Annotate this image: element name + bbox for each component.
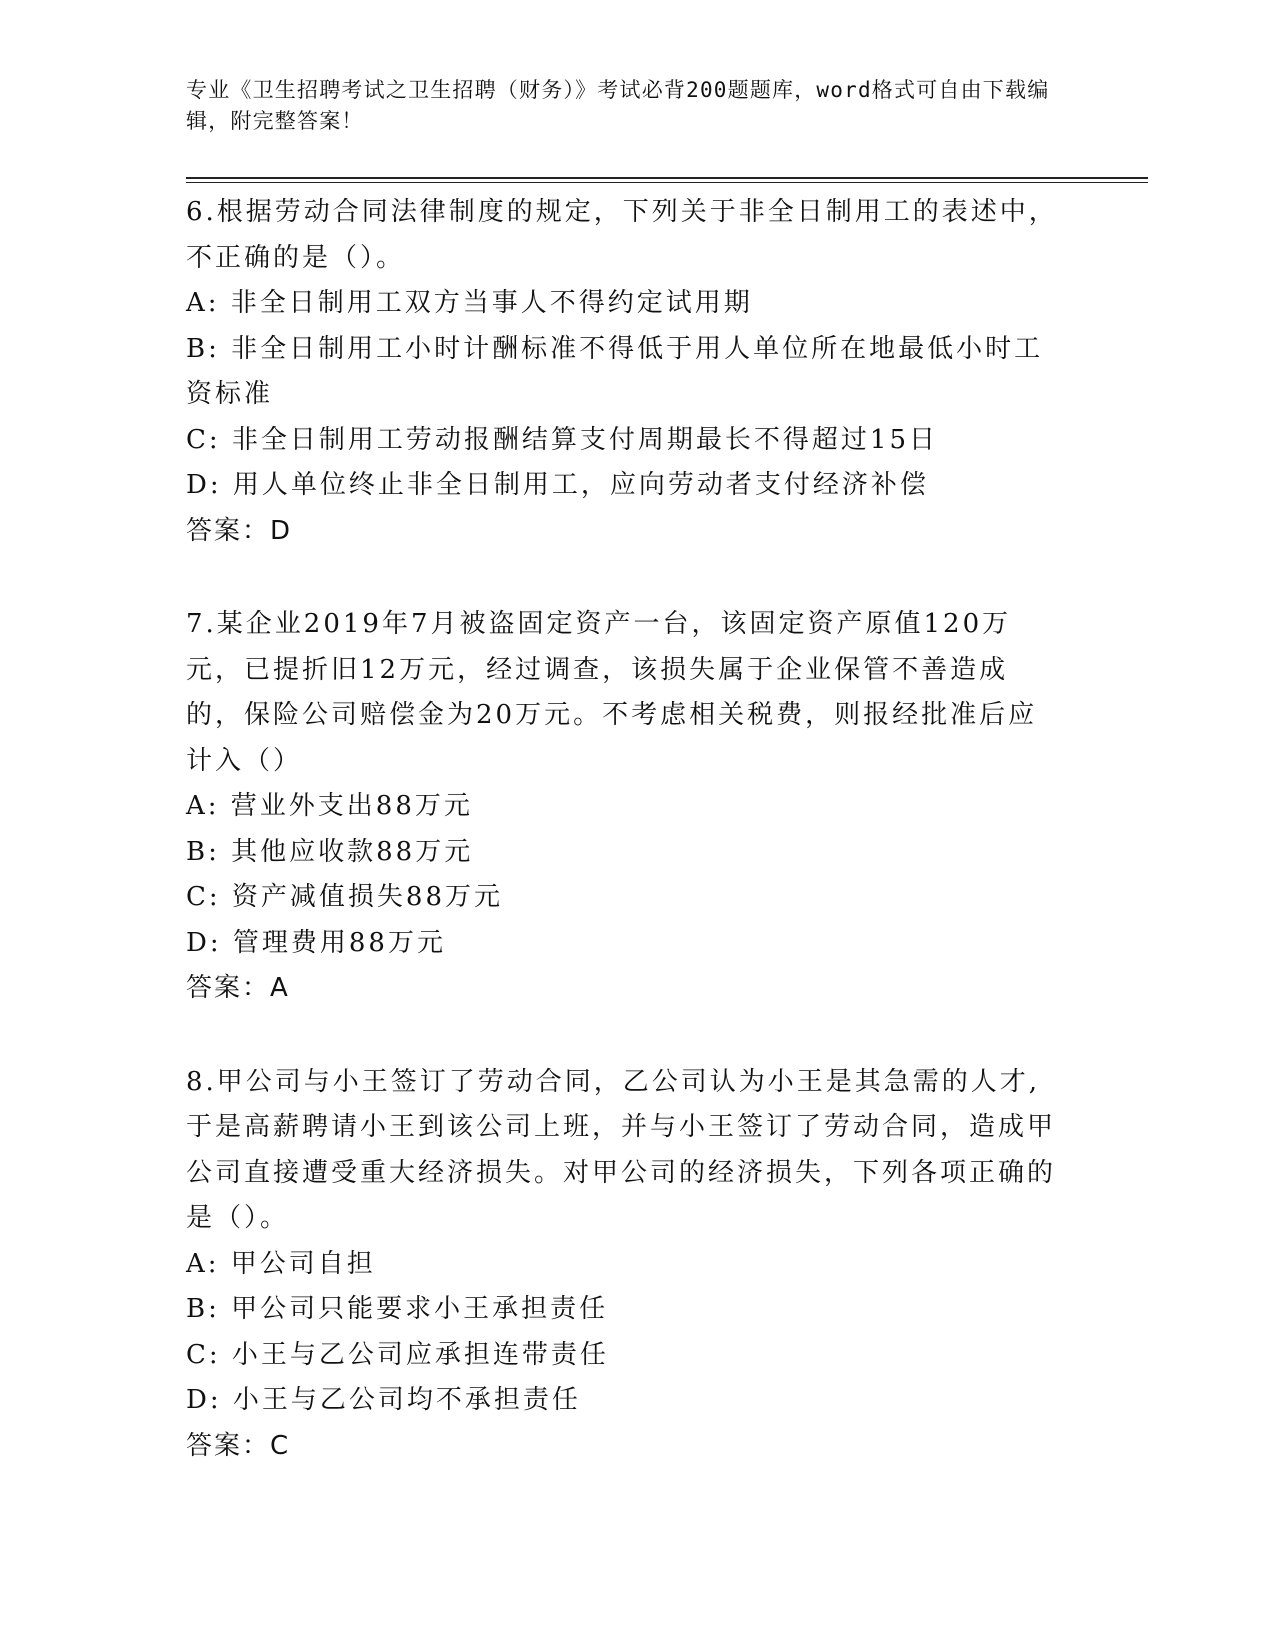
option-d: D: 用人单位终止非全日制用工，应向劳动者支付经济补偿	[186, 470, 929, 500]
question-list	[186, 190, 1066, 1469]
option-a: A: 非全日制用工双方当事人不得约定试用期	[186, 288, 753, 318]
answer-line: 答案：A	[186, 973, 290, 1003]
question-stem: 8.甲公司与小王签订了劳动合同，乙公司认为小王是其急需的人才,于是高薪聘请小王到该公司上班，并与小王签订了劳动合同，造成甲公司直接遭受重大经济损失。对甲公司的经济损失，下列各项正确的是（）。	[186, 1066, 1057, 1233]
option-a: A: 甲公司自担	[186, 1248, 376, 1279]
option-d: D: 管理费用88万元	[186, 927, 446, 958]
answer-line: 答案：D	[186, 515, 293, 546]
question-stem: 7.某企业2019年7月被盗固定资产一台，该固定资产原值120万元，已提折旧12万元，经过调查，该损失属于企业保管不善造成的，保险公司赔偿金为20万元。不考虑相关税费，则报经批准后应计入（）	[186, 609, 1038, 776]
question-8	[186, 1060, 1066, 1470]
question-7	[186, 602, 1066, 1012]
option-b: B: 其他应收款88万元	[186, 836, 474, 867]
header-divider-thick	[186, 177, 1148, 179]
option-b: B: 甲公司只能要求小王承担责任	[186, 1294, 609, 1324]
option-b: B: 非全日制用工小时计酬标准不得低于用人单位所在地最低小时工资标准	[186, 333, 1044, 409]
question-6	[186, 190, 1066, 554]
question-stem: 6.根据劳动合同法律制度的规定，下列关于非全日制用工的表述中，不正确的是（）。	[186, 197, 1058, 273]
answer-line: 答案：C	[186, 1430, 291, 1461]
document-header: 专业《卫生招聘考试之卫生招聘（财务）》考试必背200题题库，word格式可自由下载编辑，附完整答案！	[186, 78, 1050, 133]
option-d: D: 小王与乙公司均不承担责任	[186, 1385, 581, 1415]
option-c: C: 小王与乙公司应承担连带责任	[186, 1339, 609, 1370]
option-c: C: 非全日制用工劳动报酬结算支付周期最长不得超过15日	[186, 424, 939, 455]
option-c: C: 资产减值损失88万元	[186, 882, 504, 912]
option-a: A: 营业外支出88万元	[186, 791, 473, 821]
header-divider-thin	[186, 182, 1148, 183]
